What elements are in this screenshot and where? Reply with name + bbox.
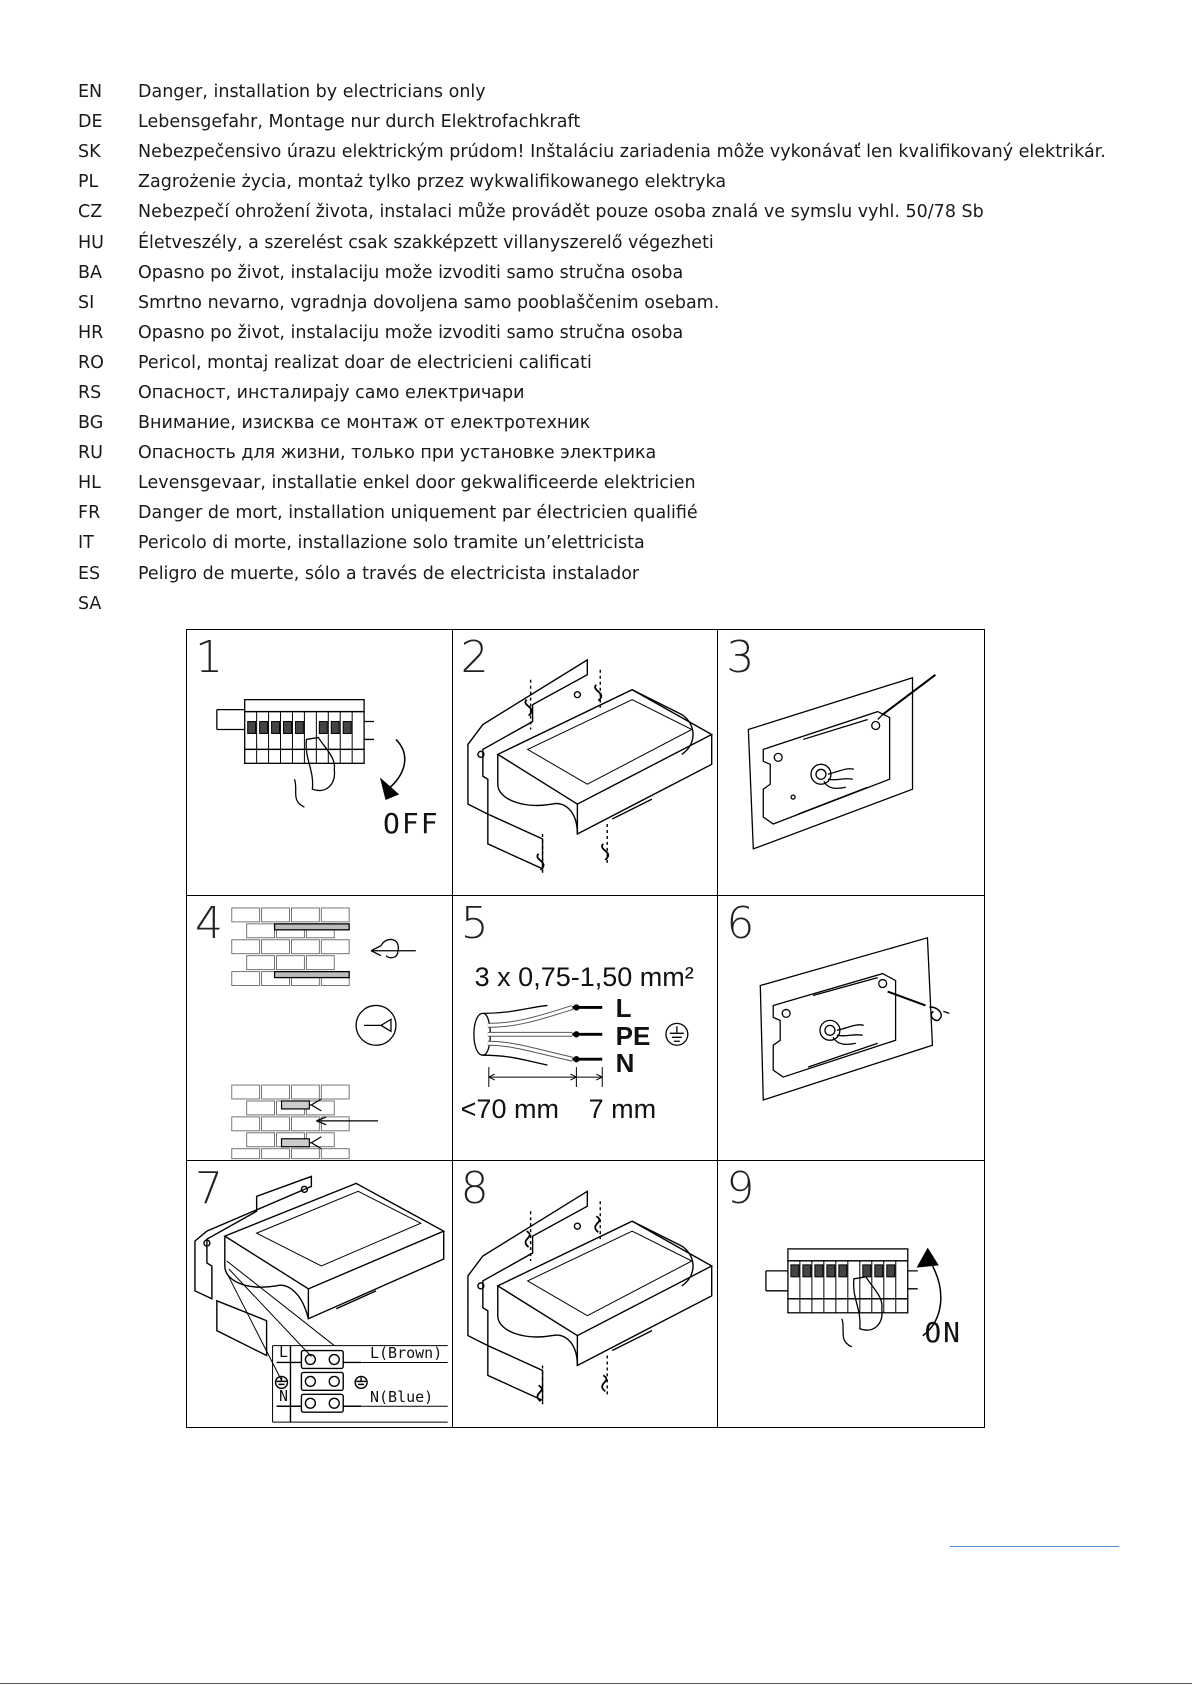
warning-row — [78, 559, 1178, 589]
terminal-l-label: L — [279, 1343, 289, 1362]
blue-wire-label: N(Blue) — [370, 1388, 434, 1407]
warning-row — [78, 77, 1178, 107]
language-code: DE — [78, 112, 103, 133]
language-code: CZ — [78, 202, 103, 223]
wall-plate-marking-illustration — [718, 630, 984, 895]
language-code: IT — [78, 533, 94, 554]
wiring-connection-illustration — [187, 1161, 452, 1427]
step-number: 5 — [460, 897, 489, 949]
wire-pe-label: PE — [615, 1020, 651, 1051]
language-code: RS — [78, 382, 102, 403]
step-5-panel — [453, 896, 719, 1162]
language-code: ES — [78, 563, 101, 584]
warning-text: Életveszély, a szerelést csak szakképzett villanyszerelő végezheti — [138, 232, 714, 253]
warning-text: Levensgevaar, installatie enkel door gekwalificeerde elektricien — [138, 473, 696, 494]
warning-row — [78, 167, 1178, 197]
warning-text: Danger, installation by electricians only — [138, 82, 486, 103]
step-1-panel — [187, 630, 453, 896]
warning-text: Smrtno nevarno, vgradnja dovoljena samo pooblaščenim osebam. — [138, 292, 720, 313]
step-7-panel — [187, 1161, 453, 1427]
step-4-panel — [187, 896, 453, 1162]
warning-text: Danger de mort, installation uniquement par électricien qualifié — [138, 503, 698, 524]
language-code: SA — [78, 593, 102, 614]
drilling-wall-illustration — [187, 896, 452, 1161]
warning-row — [78, 197, 1178, 227]
warning-text: Pericol, montaj realizat doar de electricieni calificati — [138, 352, 592, 373]
step-number: 2 — [460, 632, 489, 683]
language-code: HR — [78, 322, 104, 343]
cable-spec-label: 3 x 0,75-1,50 mm² — [474, 961, 694, 992]
fixture-open-illustration — [453, 630, 718, 895]
warning-row — [78, 227, 1178, 257]
step-8-panel — [453, 1161, 719, 1427]
step-number: 7 — [195, 1163, 223, 1215]
language-code: RO — [78, 352, 104, 373]
step-number: 6 — [726, 897, 755, 949]
language-code: EN — [78, 82, 103, 103]
installation-steps-grid — [186, 629, 985, 1428]
warning-text: Zagrożenie życia, montaż tylko przez wykwalifikowanego elektryka — [138, 172, 727, 193]
warning-row — [78, 468, 1178, 498]
step-number: 3 — [726, 632, 755, 683]
warning-text: Внимание, изисква се монтаж от електротехник — [138, 413, 591, 434]
footer-link-underline — [950, 1546, 1119, 1547]
warning-list — [78, 77, 1178, 619]
off-label: OFF — [383, 807, 440, 840]
on-label: ON — [924, 1316, 963, 1350]
warning-row — [78, 378, 1178, 408]
step-6-panel — [718, 896, 984, 1162]
warning-row — [78, 528, 1178, 558]
wire-l-label: L — [615, 992, 632, 1023]
warning-row — [78, 258, 1178, 288]
language-code: BA — [78, 262, 102, 283]
step-2-panel — [453, 630, 719, 896]
step-number: 1 — [195, 632, 223, 683]
step-number: 4 — [195, 897, 223, 949]
brown-wire-label: L(Brown) — [370, 1344, 443, 1363]
warning-row — [78, 498, 1178, 528]
step-number: 8 — [460, 1163, 489, 1215]
language-code: BG — [78, 413, 104, 434]
warning-row — [78, 288, 1178, 318]
outer-strip-length: <70 mm — [460, 1093, 559, 1124]
wall-plate-screwing-illustration — [718, 896, 984, 1161]
language-code: PL — [78, 172, 99, 193]
warning-row — [78, 438, 1178, 468]
step-number: 9 — [726, 1163, 755, 1215]
page-bottom-rule — [0, 1683, 1192, 1684]
warning-row — [78, 589, 1178, 619]
warning-text: Peligro de muerte, sólo a través de electricista instalador — [138, 563, 640, 584]
language-code: HU — [78, 232, 104, 253]
warning-text: Опасност, инсталирају само електричари — [138, 382, 525, 403]
warning-row — [78, 137, 1178, 167]
warning-text: Pericolo di morte, installazione solo tramite un’elettricista — [138, 533, 645, 554]
wire-n-label: N — [615, 1047, 635, 1078]
breaker-on-illustration — [718, 1161, 984, 1427]
warning-row — [78, 107, 1178, 137]
language-code: SI — [78, 292, 95, 313]
warning-text: Lebensgefahr, Montage nur durch Elektrofachkraft — [138, 112, 581, 133]
warning-text: Opasno po život, instalaciju može izvoditi samo stručna osoba — [138, 322, 684, 343]
step-9-panel — [718, 1161, 984, 1427]
fixture-closing-illustration — [453, 1161, 718, 1427]
warning-row — [78, 318, 1178, 348]
breaker-off-illustration — [187, 630, 452, 895]
warning-text: Nebezpečensivo úrazu elektrickým prúdom! Inštaláciu zariadenia môže vykonávať len kvalifikovaný elektrikár. — [138, 142, 1106, 163]
language-code: RU — [78, 443, 103, 464]
warning-text: Opasno po život, instalaciju može izvoditi samo stručna osoba — [138, 262, 684, 283]
language-code: SK — [78, 142, 101, 163]
step-3-panel — [718, 630, 984, 896]
warning-text: Nebezpečí ohrožení života, instalaci může provádět pouze osoba znalá ve symslu vyhl. 50/78 Sb — [138, 202, 984, 223]
warning-text: Опасность для жизни, только при установке электрика — [138, 443, 657, 464]
terminal-n-label: N — [279, 1387, 289, 1406]
warning-row — [78, 408, 1178, 438]
warning-row — [78, 348, 1178, 378]
language-code: FR — [78, 503, 101, 524]
inner-strip-length: 7 mm — [588, 1093, 657, 1124]
language-code: HL — [78, 473, 101, 494]
